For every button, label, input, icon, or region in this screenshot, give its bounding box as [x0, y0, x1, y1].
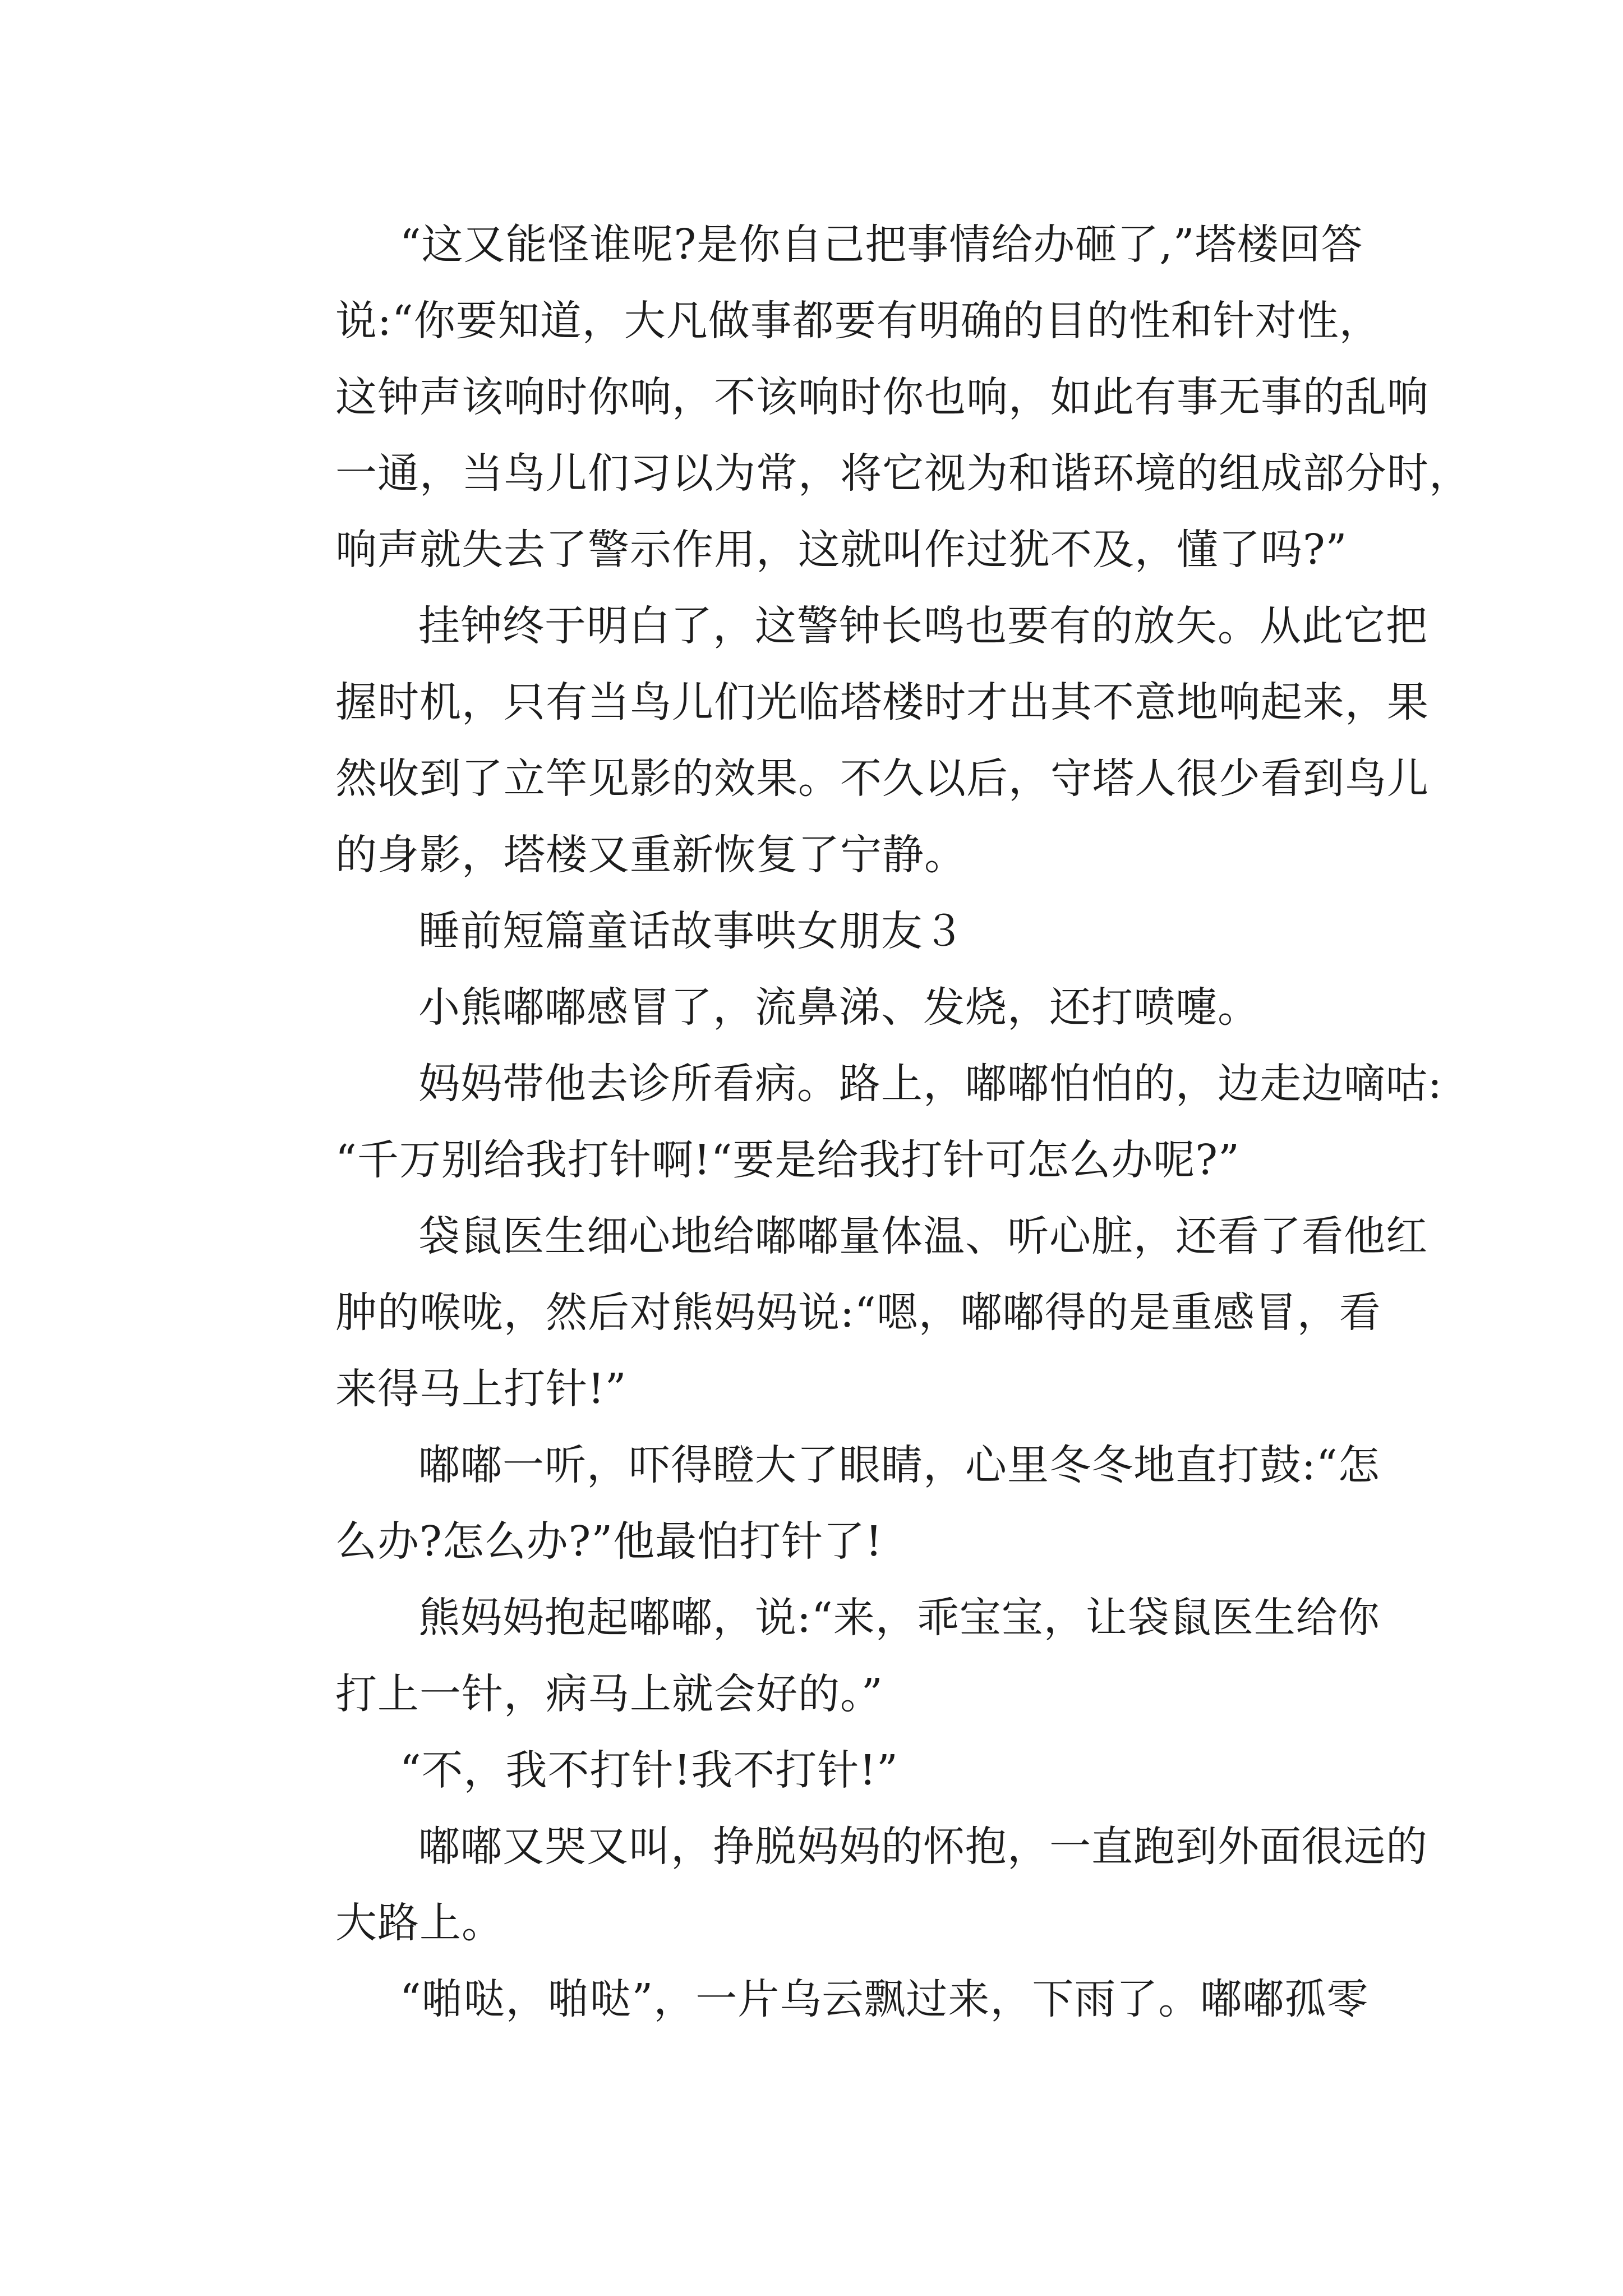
text-line: 打上一针，病马上就会好的。” [335, 1670, 883, 1718]
text-line: 然收到了立竿见影的效果。不久以后，守塔人很少看到鸟儿 [335, 754, 1429, 803]
text-line: 的身影，塔楼又重新恢复了宁静。 [335, 831, 966, 879]
text-line: 妈妈带他去诊所看病。路上，嘟嘟怕怕的，边走边嘀咕: [418, 1060, 1442, 1108]
paragraph [252, 1732, 1380, 1809]
text-line: “千万别给我打针啊!“要是给我打针可怎么办呢?” [335, 1136, 1240, 1184]
text-line: 大路上。 [335, 1899, 504, 1947]
text-line: 熊妈妈抱起嘟嘟，说:“来，乖宝宝，让袋鼠医生给你 [418, 1594, 1380, 1642]
text-line: 响声就失去了警示作用，这就叫作过犹不及，懂了吗?” [335, 526, 1348, 574]
paragraph [252, 588, 1429, 893]
text-line: 这钟声该响时你响，不该响时你也响，如此有事无事的乱响 [335, 373, 1429, 421]
heading-line: 睡前短篇童话故事哄女朋友３ [418, 907, 965, 955]
paragraph [252, 1580, 1380, 1732]
section-heading [252, 893, 1380, 969]
text-line: 一通，当鸟儿们习以为常，将它视为和谐环境的组成部分时， [335, 449, 1471, 498]
paragraph [252, 1046, 1442, 1198]
text-line: “不，我不打针!我不打针!” [399, 1746, 898, 1795]
story-text [252, 206, 1471, 2037]
text-line: 袋鼠医生细心地给嘟嘟量体温、听心脏，还看了看他红 [418, 1212, 1428, 1260]
text-line: “啪哒，啪哒”，一片乌云飘过来，下雨了。嘟嘟孤零 [399, 1975, 1369, 2023]
text-line: 说:“你要知道，大凡做事都要有明确的目的性和针对性， [335, 297, 1381, 345]
text-line: “这又能怪谁呢?是你自己把事情给办砸了,”塔楼回答 [399, 220, 1363, 269]
paragraph [252, 1961, 1380, 2037]
paragraph [252, 206, 1471, 588]
text-line: 肿的喉咙，然后对熊妈妈说:“嗯，嘟嘟得的是重感冒，看 [335, 1289, 1381, 1337]
paragraph [252, 1198, 1428, 1427]
text-line: 来得马上打针!” [335, 1365, 627, 1413]
text-line: 么办?怎么办?”他最怕打针了! [335, 1517, 883, 1566]
paragraph [252, 969, 1380, 1046]
text-line: 嘟嘟又哭又叫，挣脱妈妈的怀抱，一直跑到外面很远的 [418, 1823, 1428, 1871]
text-line: 小熊嘟嘟感冒了，流鼻涕、发烧，还打喷嚏。 [418, 983, 1260, 1032]
paragraph [252, 1809, 1428, 1961]
text-line: 握时机，只有当鸟儿们光临塔楼时才出其不意地响起来，果 [335, 678, 1429, 726]
paragraph [252, 1427, 1380, 1580]
text-line: 挂钟终于明白了，这警钟长鸣也要有的放矢。从此它把 [418, 602, 1428, 650]
text-line: 嘟嘟一听，吓得瞪大了眼睛，心里冬冬地直打鼓:“怎 [418, 1441, 1380, 1489]
